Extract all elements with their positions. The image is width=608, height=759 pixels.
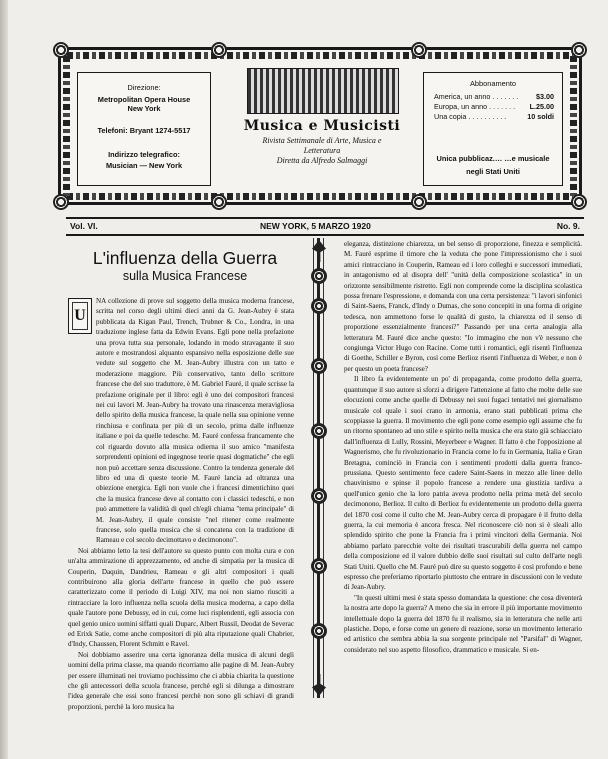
vine-border-right [570, 56, 577, 196]
rosette-ornament-icon [411, 194, 427, 210]
binding-edge [0, 0, 8, 759]
dateline [70, 221, 580, 235]
publication-subtitle [237, 136, 407, 166]
subscription-row [434, 102, 554, 112]
subtitle-line1: Rivista Settimanale di Arte, Musica e [262, 136, 382, 145]
masthead-title-panel [237, 68, 407, 190]
telefoni: Telefoni: Bryant 1274-5517 [97, 126, 191, 135]
roundel-ornament-icon [311, 268, 327, 284]
subtitle-line2: Letteratura [303, 146, 341, 155]
masthead [58, 47, 582, 205]
abbonamento-label: Abbonamento [469, 79, 517, 88]
article-paragraph: "In questi ultimi mesi è stata spesso domandata la questione: che cosa diventerà la nostra arte dopo la guerra? A meno che sia in errore il più importante movimento intellettuale dopo la guerra del 1870 fu il realismo, sia in letteratura che nelle arti plastiche. Dopo, e forse come un genere di reazione, sorse un movimento letterario ed artistico che sembra abbia la sua sorgente principale nel "Parsifal" di Wagner, considerato nel suo aspetto filosofico, drammatico e musicale. Si en- [344, 593, 582, 654]
corner-rosette-icon [571, 194, 587, 210]
corner-rosette-icon [53, 194, 69, 210]
subscription-row [434, 112, 554, 122]
article-paragraph: Il libro fa evidentemente un po' di propaganda, come prodotto della guerra, quantunque il suo autore si sforzi a dirigere l'attenzione al fatto che molte delle sue elocuzioni come anche quelle di Debussy nei suoi fugaci tentativi nei giornalismo musicale col quale i suoi crano in armonia, erano stati pubblicati prima che scoppiasse la guerra. Il movimento che egli pone come esempio egli assume che fu un ritorno spontaneo ad uno stile e spirito nella musica che era stato già schiacciato dall'influenza di Lully, Rossini, Meyerbeer e Wagner. Il fatto è che l'opposizione al Wagnerismo, che fu rivoluzionario in Francia come lo fu in Germania, Italia e Gran Bretagna, cominciò in Francia con i sentimenti prodotti dalla guerra franco-prussiana. Questo sentimento fece cadere Saint-Saens in mezzo alle linee dello chauvinismo e spinse il popolo francese a rendere una giustizia tardiva a quell'unico genio che la loro patria aveva prodotto nella prima metà del secolo decimonono, Berlioz. Il culto di Berlioz fu evidentemente un prodotto della guerra del 1870 così come il culto che M. Jean-Aubry cerca di propagare è il frutto della guerra, la cui memoria è ancora fresca. Nel riconoscere ciò non si è sleali allo splendido spirito che pone la Francia fra i primi vincitori della Germania. Noi abbiamo parlato parecchie volte dei risultati trascurabili della guerra nel campo della composizione ed il valore dubbio delle suoi risultati sul culto dell'arte negli Stati Uniti. Quello che M. Fauré può dire su questo soggetto è così profondo e bene espresso che preferiamo riportarlo piuttosto che entrare in discussioni con le vedute di Jean-Aubry. [344, 375, 582, 592]
subtitle-line3: Diretta da Alfredo Salmaggi [276, 156, 368, 165]
roundel-ornament-icon [311, 488, 327, 504]
direzione-label: Direzione: [127, 83, 161, 92]
masthead-subscription-panel [423, 72, 563, 186]
article-paragraph: eleganza, distinzione chiarezza, un bel senso di proporzione, finezza e semplicità. M. Fauré esprime il timore che la veduta che pone l'impressionismo che i suoi amici rintracciano in Couperin, Rameau ed i loro colleghi e successori immediati, in antagonismo ed al disopra dell' "unità della composizione scolastica" in un orizzonte sensibilmente ristretto. Egli non comprende come la disciplina scolastica possa frenare l'espressione, e domanda con una certa persistenza: "i lavori sinfonici di Saint-Saens, Franck, d'Indy o Dumas, che sono concepiti in una forma di origine tedesca, non ammettono forse le qualità di gusto, la chiarezza ed il senso di proporzione essenzialmente francesi?" Passando per una certa analogia alla letteratura M. Fauré dice anche questo: "Io immagino che non v'è nessuno che congiunga Victor Hugo con Racine. Come tutti i romantici, egli risentì l'influenza di Goethe, Schiller e Byron, così come Berlioz risentì l'influenza di Weber, e non è per questo un poeta francese? [344, 240, 582, 373]
direzione-line2: New York [127, 104, 161, 113]
roundel-ornament-icon [311, 558, 327, 574]
vine-border-left [63, 56, 70, 196]
roundel-ornament-icon [311, 298, 327, 314]
roundel-ornament-icon [311, 358, 327, 374]
volume-number: Vol. VI. [70, 221, 98, 231]
subscription-row-value: L.25.00 [529, 102, 554, 111]
place-and-date: NEW YORK, 5 MARZO 1920 [260, 221, 371, 231]
vine-border-bottom [67, 193, 573, 200]
rosette-ornament-icon [411, 42, 427, 58]
roundel-ornament-icon [311, 623, 327, 639]
subscription-row [434, 92, 554, 102]
rosette-ornament-icon [211, 42, 227, 58]
article-paragraph: Noi abbiamo letto la tesi dell'autore su questo punto con molta cura e con un'alta ammirazione di apprezzamento, ed anche di simpatia per la musica di Couperin, Daquin, Dandrieu, Rameau e gli altri compositori i quali contribuirono alla gloria dell'arte francese in quello che può essere caratterizzato come il periodo di Luigi XIV, ma noi non siamo riusciti a rintracciare la loro influenza nella scuola della musica moderna, a capo della quale l'autore pone Debussy, ed in cui, come luci risplendenti, egli associa con quel genio unico uomini siffatti quali Duparc, Albert Russil, Deodat de Severac ed Erixk Satie, come anche compositori di più alta riputazione quali Chabrier, d'Indy, Chaussen, Florent Schmitt e Ravel. [68, 546, 294, 649]
subscription-row-label: Europa, un anno . . . . . . . [434, 102, 516, 111]
roundel-ornament-icon [311, 423, 327, 439]
publication-title: Musica e Musicisti [243, 118, 401, 134]
article-headline: L'influenza della Guerra [92, 248, 278, 268]
dateline-rule-bottom [66, 234, 584, 236]
ornamental-column-divider [308, 238, 330, 698]
vine-border-top [67, 52, 573, 59]
issue-number: No. 9. [556, 221, 580, 231]
article-column-right [344, 239, 582, 738]
unique-publication-note-line1: Unica pubblicaz.… …e musicale [436, 154, 550, 163]
rosette-ornament-icon [211, 194, 227, 210]
corner-rosette-icon [53, 42, 69, 58]
dropcap-letter: U [72, 302, 88, 330]
article-paragraph: NA collezione di prove sul soggetto della musica moderna francese, scritta nel corso degli ultimi dieci anni da G. Jean-Aubry è stata pubblicata da Kigan Paul, Trench, Trubner & Co., Londra, in una traduzione inglese fatta da Edwin Evans. Egli pone nella prefazione una prova tutta sua personale, lodando in modo stravagante il suo autore e mostrandosi alquanto espansivo nella esposizione delle sue vedute sul soggetto che M. Jean-Aubry illustra con un tatto e moderazione maggiore. Più conservativo, tanto dello scrittore francese che del suo traduttore, è M. Gabriel Fauré, il quale scrisse la prefazione originale per il libro: egli è uno dei compositori francesi nei cui lavori M. Jean-Aubry ha trovato una rinascenza meravigliosa dello spirito della musica francese, la quale nella sua opinione venne rinchiusa e confinata per più di un secolo, prima dalle influenze italiane e poi da quelle tedesche. M. Fauré confessa francamente che col riguardo dovuto alla musica odierna il suo amico "manifesta sorprendenti opinioni ed ingegnose teorie quasi dogmatiche" che egli non può accettare senza discussione. Contro la tendenza generale del libro ed una di queste teorie M. Fauré lancia ad oltranza una obiezione energica. Egli non vuole che i francesi dimentichino quei che la musica francese deve al contatto con i classici tedeschi, e non può ammettere la validità di quel ch'egli chiama "tema principale" di M. Jean-Aubry, il quale consiste "nel ritener come realmente francese, solo quella musica che si concatena con la tradizione di Rameau e col secolo decimottavo e decimonono". [96, 297, 294, 545]
article-paragraph: Noi dobbiamo asserire una certa ignoranza della musica di alcuni degli uomini della prima classe, ma quando ricorriamo alle pagine di M. Jean-Aubry per essere illuminati nei troviamo pochissimo che ci abbia chiarita la questione che gli antecessori della scuola francese, perchè egli si dilunga a dimostrare l'idea generale che essi sono francesi perchè non sono gli schiavi di grandi proporzioni, perchè la loro musica ha [68, 650, 294, 711]
subscription-row-label: America, un anno . . . . . . . [434, 92, 519, 101]
article-subhead: sulla Musica Francese [122, 269, 248, 283]
indirizzo-label: Indirizzo telegrafico: [108, 150, 180, 159]
unique-publication-note-line2: negli Stati Uniti [466, 167, 520, 176]
indirizzo-value: Musician — New York [105, 161, 183, 170]
article-column-left [68, 296, 294, 738]
direzione-line1: Metropolitan Opera House [97, 95, 191, 104]
subscription-row-value: $3.00 [536, 92, 554, 101]
musicians-emblem-icon [247, 68, 399, 114]
corner-rosette-icon [571, 42, 587, 58]
masthead-contact-panel [77, 72, 211, 186]
dateline-rule-top [66, 217, 584, 219]
subscription-row-value: 10 soldi [527, 112, 554, 121]
subscription-row-label: Una copia . . . . . . . . . . [434, 112, 507, 121]
